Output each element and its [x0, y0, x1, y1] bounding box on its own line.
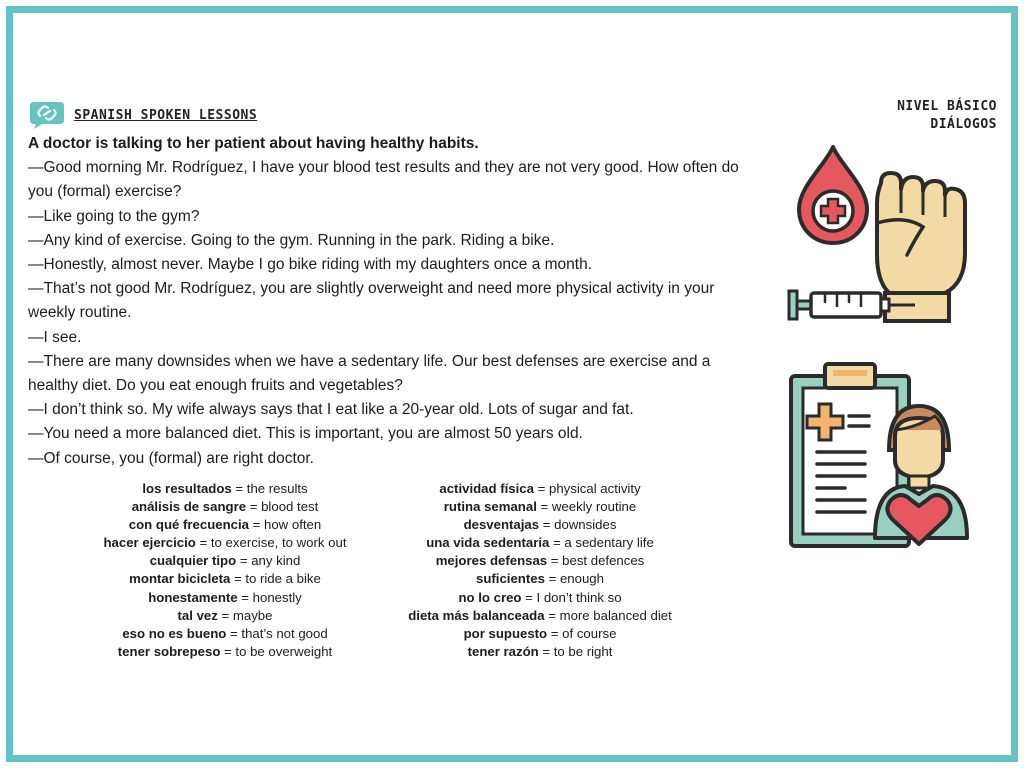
- vocab-item: rutina semanal = weekly routine: [443, 499, 637, 515]
- vocab-item: análisis de sangre = blood test: [131, 499, 319, 515]
- level-label: [897, 98, 997, 134]
- brand-header: [28, 100, 257, 130]
- vocab-item: mejores defensas = best defences: [435, 553, 645, 569]
- vocab-en: enough: [559, 571, 604, 587]
- vocab-es: una vida sedentaria: [426, 535, 550, 551]
- vocabulary-left: [80, 480, 370, 661]
- vocab-item: tener razón = to be right: [467, 643, 613, 659]
- vocab-en: best defences: [562, 553, 645, 569]
- blood-drop-fist-syringe-icon: [785, 143, 975, 333]
- vocab-en: how often: [264, 517, 322, 533]
- dialogue-line: —Of course, you (formal) are right doctor.: [28, 449, 314, 467]
- vocab-item: no lo creo = I don’t think so: [458, 589, 622, 605]
- vocab-en: physical activity: [548, 481, 641, 496]
- chat-bubble-link-icon: [28, 100, 66, 130]
- vocab-es: cualquier tipo: [149, 553, 237, 569]
- vocab-en: that’s not good: [241, 625, 328, 641]
- vocab-item: los resultados = the results: [142, 481, 308, 496]
- vocab-item: honestamente = honestly: [148, 589, 302, 605]
- brand-name: SPANISH SPOKEN LESSONS: [74, 107, 258, 123]
- vocab-es: mejores defensas: [435, 553, 548, 569]
- vocab-item: por supuesto = of course: [463, 625, 617, 641]
- vocab-en: a sedentary life: [564, 535, 654, 551]
- vocab-item: montar bicicleta = to ride a bike: [129, 571, 321, 587]
- vocab-en: to be right: [553, 643, 613, 659]
- clipboard-doctor-heart-icon: [785, 360, 975, 550]
- dialogue-line: —Like going to the gym?: [28, 207, 200, 225]
- vocab-en: of course: [562, 625, 617, 641]
- vocab-item: tal vez = maybe: [177, 607, 273, 623]
- dialogue: [28, 132, 753, 471]
- vocabulary-right: [385, 480, 695, 661]
- vocab-es: desventajas: [463, 517, 540, 533]
- vocab-item: actividad física = physical activity: [439, 481, 641, 496]
- vocab-item: dieta más balanceada = more balanced diet: [408, 607, 672, 623]
- vocab-es: análisis de sangre: [131, 499, 247, 515]
- dialogue-line: —Good morning Mr. Rodríguez, I have your blood test results and they are not very good. How often do you (formal) exercise?: [28, 159, 739, 201]
- vocab-en: honestly: [252, 589, 302, 605]
- dialogue-line: —Honestly, almost never. Maybe I go bike riding with my daughters once a month.: [28, 256, 593, 274]
- dialogue-line: —I don’t think so. My wife always says that I eat like a 20-year old. Lots of sugar and fat.: [28, 401, 634, 419]
- vocab-item: desventajas = downsides: [463, 517, 617, 533]
- vocab-en: weekly routine: [551, 499, 637, 515]
- vocab-es: no lo creo: [458, 589, 522, 605]
- dialogue-line: —Any kind of exercise. Going to the gym. Running in the park. Riding a bike.: [28, 231, 555, 249]
- vocab-es: montar bicicleta: [129, 571, 231, 587]
- dialogue-line: —That’s not good Mr. Rodríguez, you are slightly overweight and need more physical activity in your weekly routine.: [28, 280, 715, 322]
- vocab-es: por supuesto: [463, 625, 548, 641]
- vocab-es: hacer ejercicio: [103, 535, 196, 551]
- vocab-es: dieta más balanceada: [408, 607, 545, 623]
- vocab-en: to exercise, to work out: [210, 535, 347, 551]
- vocab-item: una vida sedentaria = a sedentary life: [426, 535, 654, 551]
- vocab-item: suficientes = enough: [476, 571, 604, 587]
- vocab-es: tal vez: [177, 607, 218, 623]
- dialogue-line: —I see.: [28, 328, 82, 346]
- level-line-1: NIVEL BÁSICO: [897, 99, 997, 114]
- vocab-item: eso no es bueno = that’s not good: [122, 625, 328, 641]
- vocab-es: tener sobrepeso: [117, 643, 221, 659]
- dialogue-line: —You need a more balanced diet. This is important, you are almost 50 years old.: [28, 425, 583, 443]
- vocab-es: con qué frecuencia: [128, 517, 249, 533]
- vocab-en: I don’t think so: [536, 589, 622, 605]
- vocab-en: blood test: [261, 499, 319, 515]
- vocab-es: rutina semanal: [443, 499, 537, 515]
- vocab-item: cualquier tipo = any kind: [149, 553, 301, 569]
- vocab-en: to ride a bike: [245, 571, 321, 587]
- vocab-item: hacer ejercicio = to exercise, to work out: [103, 535, 347, 551]
- vocab-en: any kind: [251, 553, 301, 569]
- vocab-es: honestamente: [148, 589, 238, 605]
- vocab-en: more balanced diet: [559, 607, 672, 623]
- vocab-es: suficientes: [476, 571, 545, 587]
- vocab-item: con qué frecuencia = how often: [128, 517, 322, 533]
- vocab-item: tener sobrepeso = to be overweight: [117, 643, 333, 659]
- vocab-en: the results: [246, 481, 308, 496]
- vocab-es: tener razón: [467, 643, 539, 659]
- level-line-2: DIÁLOGOS: [930, 117, 997, 132]
- vocab-en: maybe: [232, 607, 273, 623]
- vocab-en: to be overweight: [235, 643, 333, 659]
- vocab-es: eso no es bueno: [122, 625, 227, 641]
- vocab-es: los resultados: [142, 481, 232, 496]
- vocab-en: downsides: [554, 517, 617, 533]
- dialogue-title: A doctor is talking to her patient about having healthy habits.: [28, 135, 479, 152]
- dialogue-line: —There are many downsides when we have a sedentary life. Our best defenses are exercise and a healthy diet. Do you eat enough fruits and vegetables?: [28, 352, 711, 395]
- vocab-es: actividad física: [439, 481, 534, 496]
